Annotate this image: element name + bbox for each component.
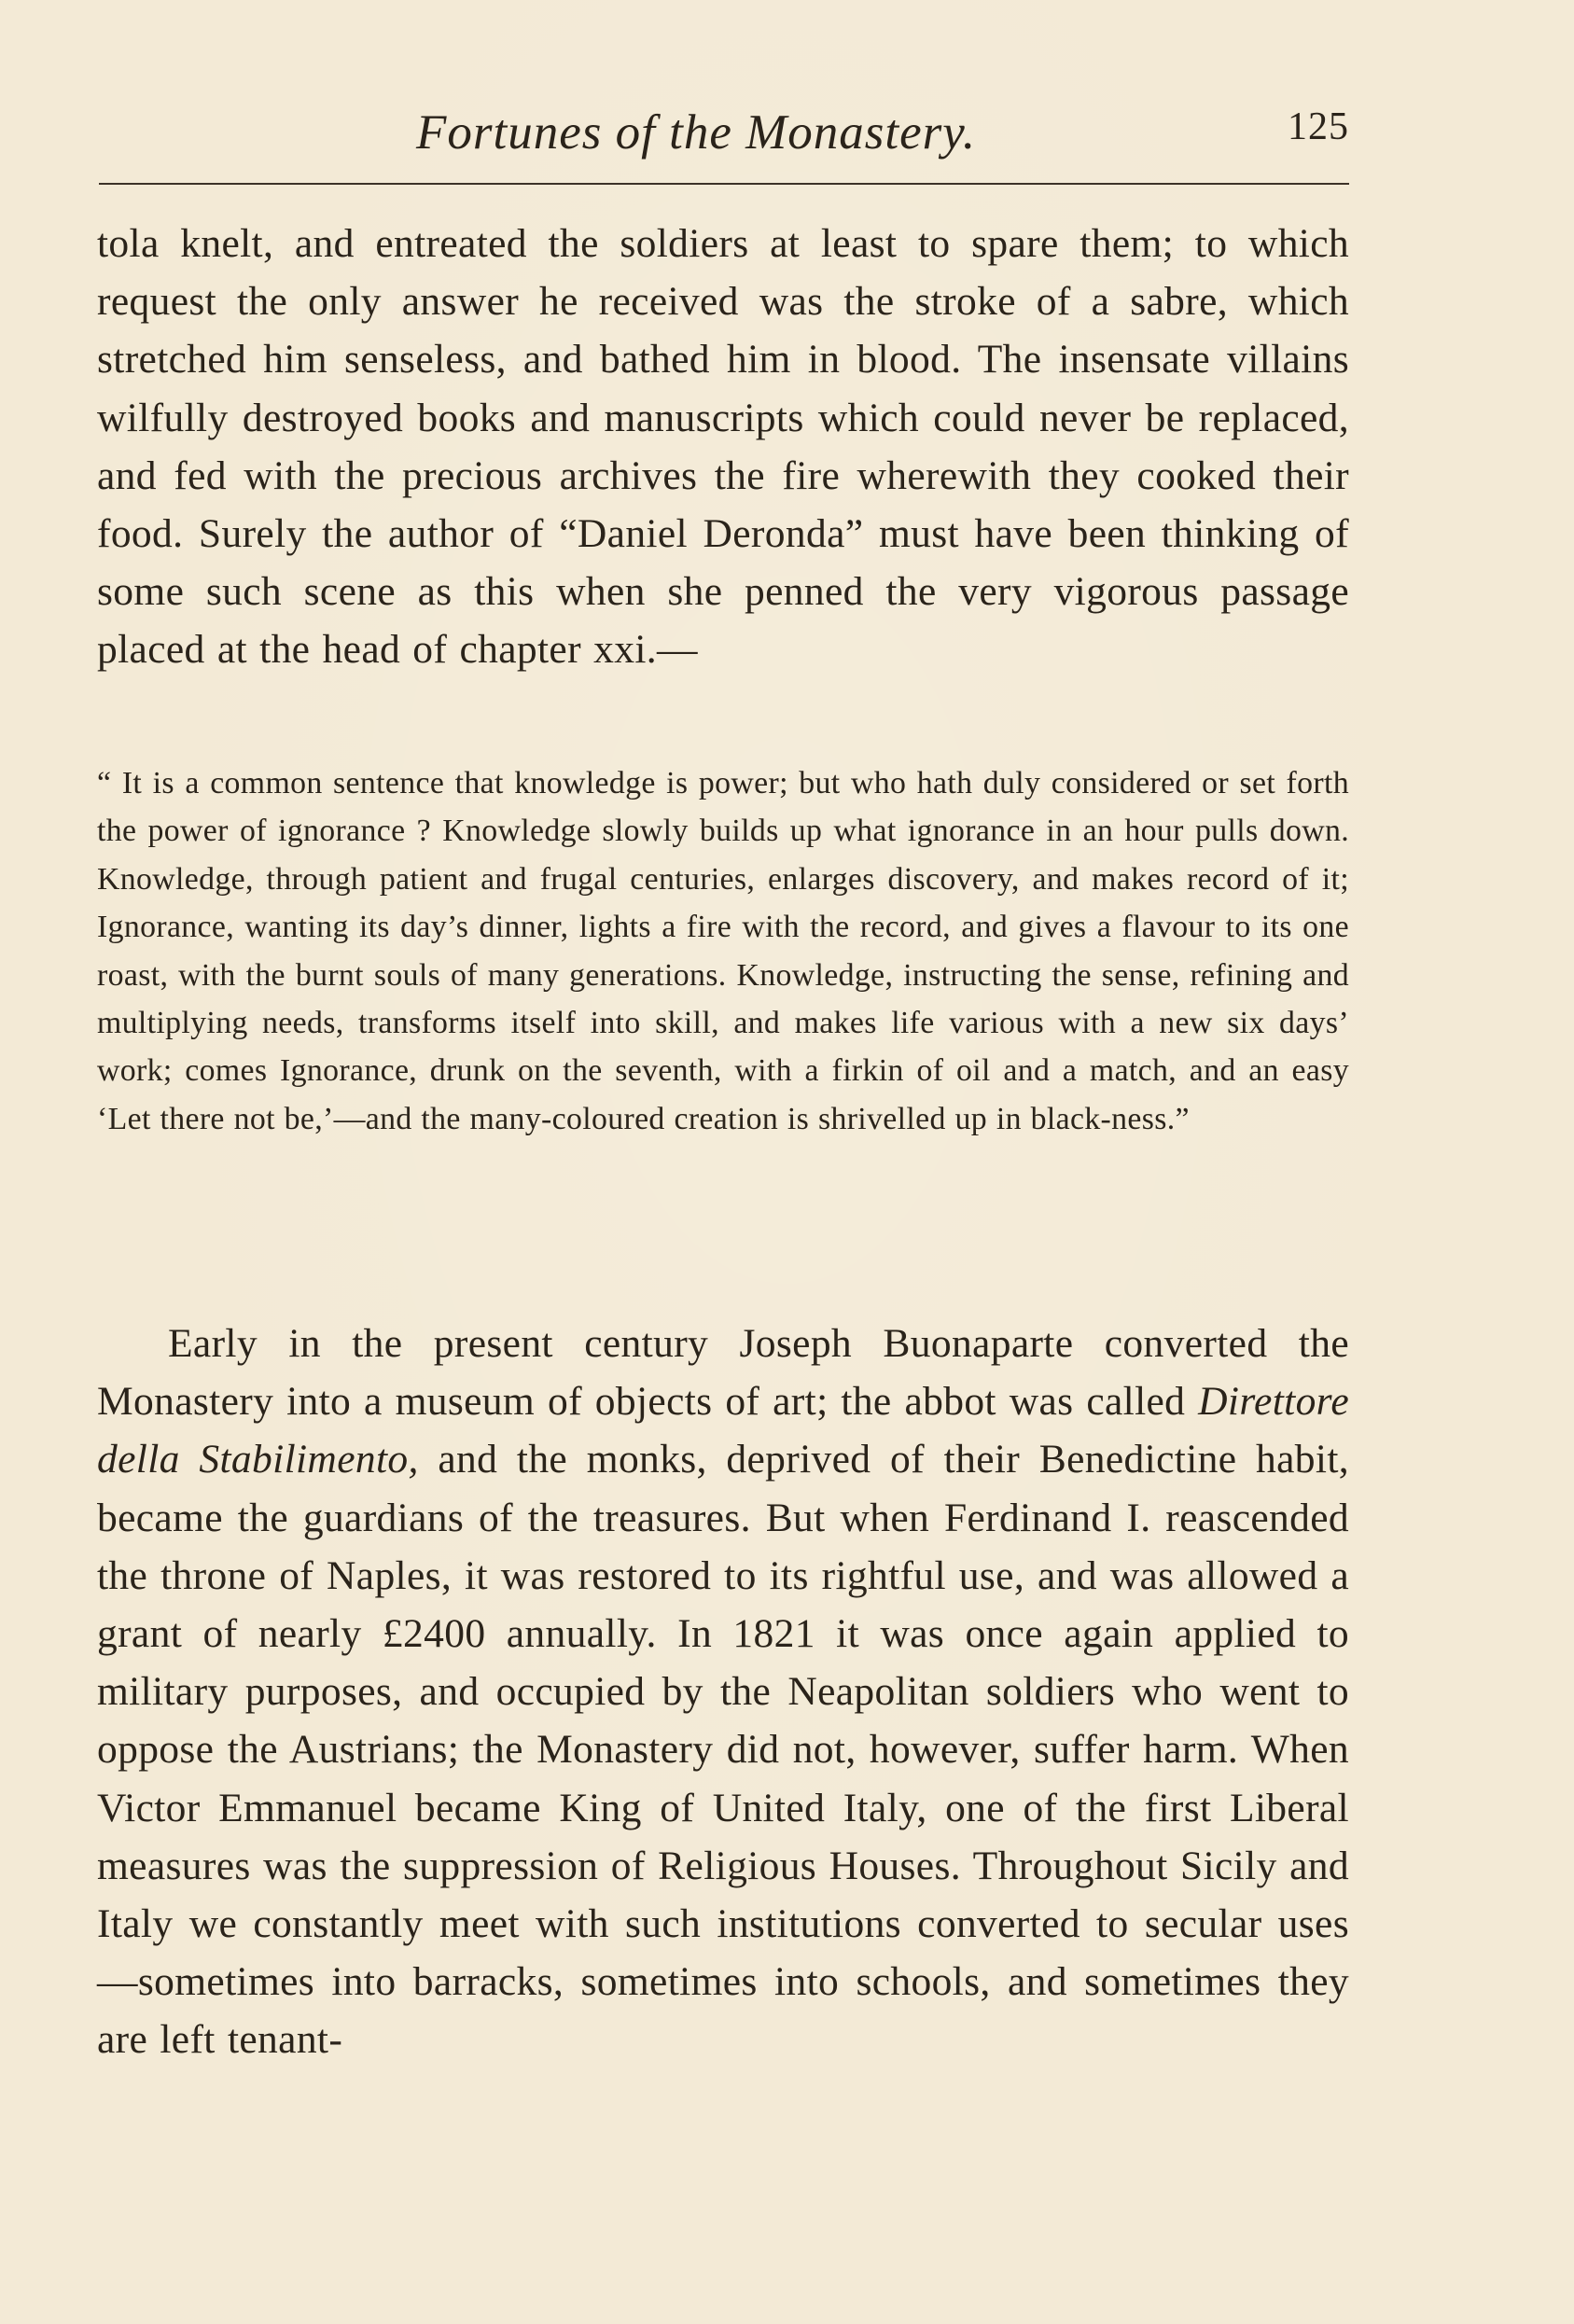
block-quotation: “ It is a common sentence that knowledge is power; but who hath duly considered or set forth the power of ignorance ? Knowledge slowly builds up what ignorance in an hour pulls down. Knowledge, through patient and frugal centuries, enlarges discovery, and makes record of it; Ignorance, wanting its day’s dinner, lights a fire with the record, and gives a flavour to its one roast, with the burnt souls of many generations. Knowledge, instructing the sense, refining and multiplying needs, transforms itself into skill, and makes life various with a new six days’ work; comes Ignorance, drunk on the seventh, with a firkin of oil and a match, and an easy ‘Let there not be,’—and the many-coloured creation is shrivelled up in black-ness.” — [97, 766, 1349, 1136]
header-rule — [99, 183, 1349, 185]
italic-title: Direttore della Stabilimento, — [97, 1379, 1349, 1482]
body-paragraph-1: tola knelt, and entreated the soldiers at least to spare them; to which request the only answer he received was the stroke of a sabre, which stretched him senseless, and bathed him in blood. The insensate villains wilfully destroyed books and manuscripts which could never be replaced, and fed with the precious archives the fire wherewith they cooked their food. Surely the author of “Daniel Deronda” must have been thinking of some such scene as this when she penned the very vigorous passage placed at the head of chapter xxi.— — [97, 221, 1349, 673]
body-paragraph-2 — [97, 1315, 1349, 2136]
paragraph-2-text-start: Early in the present century Joseph Buonaparte converted the Monastery into a museum of objects of art; the abbot was called — [97, 1321, 1349, 1425]
page-number: 125 — [1288, 105, 1349, 148]
running-title: Fortunes of the Monastery. — [416, 105, 977, 160]
paragraph-2-text-end: and the monks, deprived of their Benedictine habit, became the guardians of the treasures. But when Ferdinand I. reascended the throne of Naples, it was restored to its rightful use, and was allowed a grant of nearly £2400 annually. In 1821 it was once again applied to military purposes, and occupied by the Neapolitan soldiers who went to oppose the Austrians; the Monastery did not, however, suffer harm. When Victor Emmanuel became King of United Italy, one of the first Liberal measures was the suppression of Religious Houses. Throughout Sicily and Italy we constantly meet with such institutions converted to secular uses—sometimes into barracks, sometimes into schools, and sometimes they are left tenant- — [97, 1437, 1349, 2063]
page-header — [99, 93, 1349, 168]
